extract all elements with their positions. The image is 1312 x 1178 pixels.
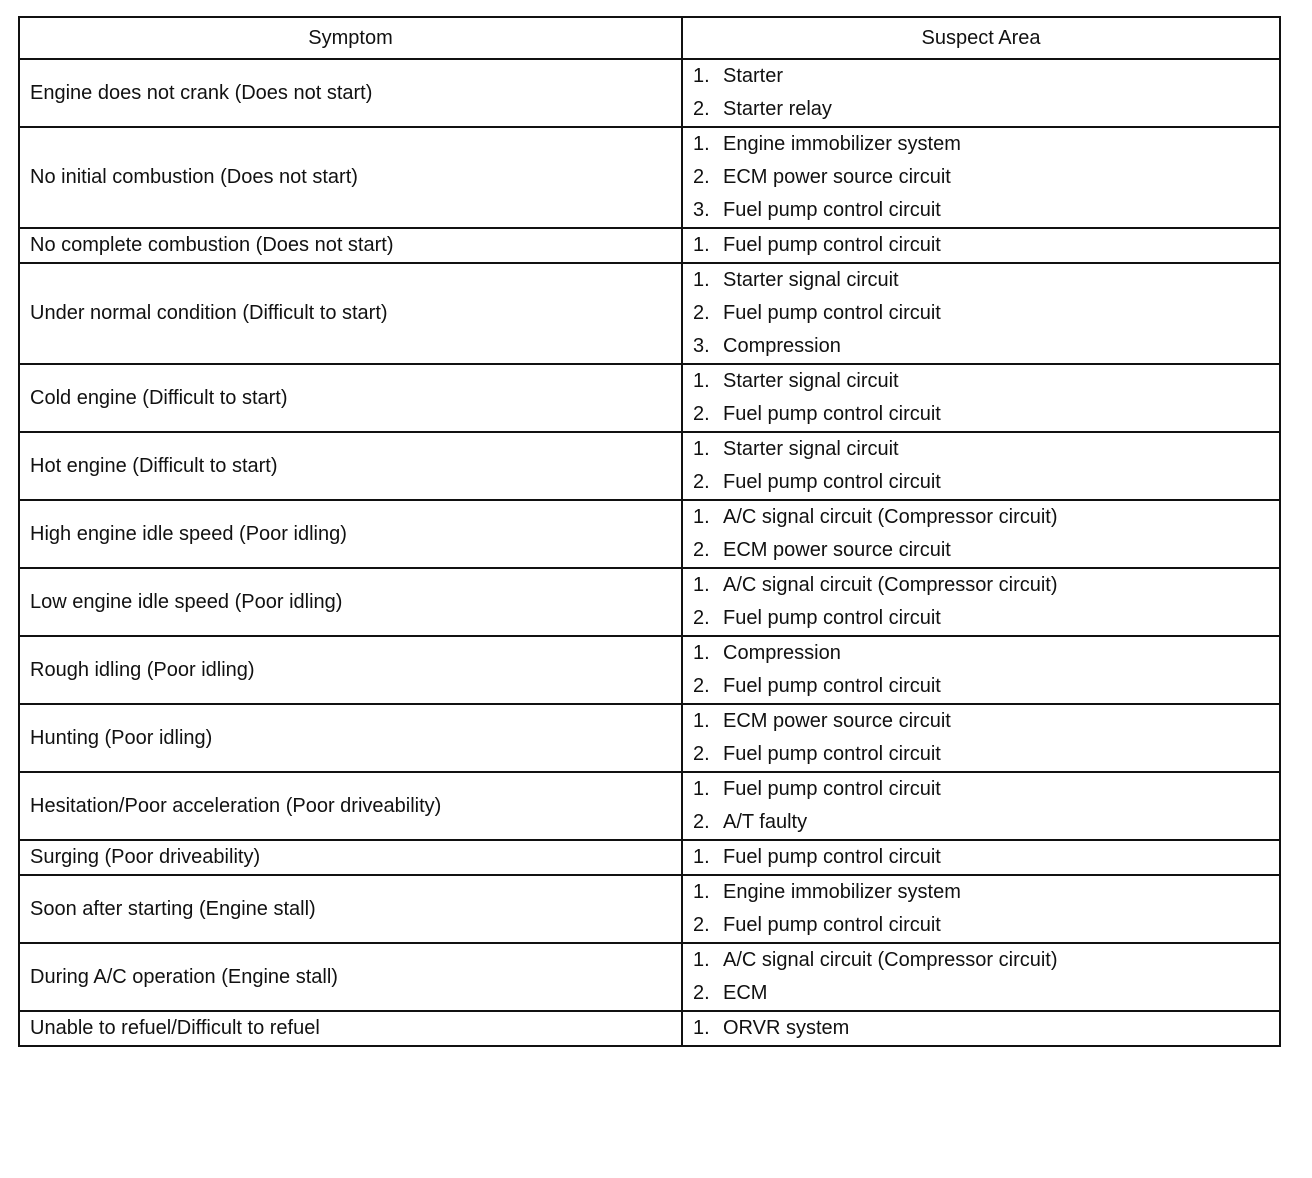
suspect-item-text: ECM bbox=[723, 982, 768, 1004]
suspect-item-text: Starter signal circuit bbox=[723, 438, 899, 460]
suspect-item-text: Starter bbox=[723, 65, 784, 87]
suspect-list bbox=[693, 229, 1279, 262]
suspect-area-cell bbox=[682, 636, 1280, 704]
suspect-item-number: 2. bbox=[693, 302, 710, 324]
suspect-item-number: 1. bbox=[693, 574, 710, 596]
suspect-item bbox=[693, 194, 1279, 227]
symptom-cell: Hesitation/Poor acceleration (Poor driveability) bbox=[19, 772, 682, 840]
symptom-cell: Cold engine (Difficult to start) bbox=[19, 364, 682, 432]
suspect-item bbox=[693, 773, 1279, 806]
suspect-list bbox=[693, 637, 1279, 703]
suspect-item-number: 2. bbox=[693, 675, 710, 697]
suspect-item bbox=[693, 944, 1279, 977]
suspect-item-text: Compression bbox=[723, 642, 841, 664]
suspect-item-number: 2. bbox=[693, 539, 710, 561]
symptom-cell: Engine does not crank (Does not start) bbox=[19, 59, 682, 127]
symptom-table bbox=[18, 16, 1281, 1047]
suspect-item bbox=[693, 977, 1279, 1010]
suspect-item bbox=[693, 705, 1279, 738]
suspect-item-text: Fuel pump control circuit bbox=[723, 199, 941, 221]
suspect-item-text: Compression bbox=[723, 335, 841, 357]
suspect-list bbox=[693, 705, 1279, 771]
suspect-item bbox=[693, 501, 1279, 534]
suspect-item bbox=[693, 161, 1279, 194]
suspect-item-text: ORVR system bbox=[723, 1017, 850, 1039]
suspect-area-cell bbox=[682, 772, 1280, 840]
suspect-list bbox=[693, 60, 1279, 126]
suspect-item-number: 1. bbox=[693, 506, 710, 528]
suspect-item-number: 2. bbox=[693, 166, 710, 188]
table-header-row bbox=[19, 17, 1280, 59]
suspect-item bbox=[693, 330, 1279, 363]
suspect-area-cell bbox=[682, 432, 1280, 500]
table-row bbox=[19, 636, 1280, 704]
suspect-area-cell bbox=[682, 127, 1280, 228]
symptom-cell: Low engine idle speed (Poor idling) bbox=[19, 568, 682, 636]
suspect-item-text: A/C signal circuit (Compressor circuit) bbox=[723, 574, 1058, 596]
suspect-area-cell bbox=[682, 500, 1280, 568]
suspect-item bbox=[693, 264, 1279, 297]
table-row bbox=[19, 228, 1280, 263]
suspect-list bbox=[693, 365, 1279, 431]
suspect-item-text: Fuel pump control circuit bbox=[723, 778, 941, 800]
suspect-item-text: Starter relay bbox=[723, 98, 832, 120]
suspect-item-text: Fuel pump control circuit bbox=[723, 846, 941, 868]
suspect-item bbox=[693, 602, 1279, 635]
symptom-cell: Hot engine (Difficult to start) bbox=[19, 432, 682, 500]
suspect-item-number: 1. bbox=[693, 133, 710, 155]
suspect-item-text: A/T faulty bbox=[723, 811, 808, 833]
suspect-item-text: Fuel pump control circuit bbox=[723, 743, 941, 765]
symptom-cell: Hunting (Poor idling) bbox=[19, 704, 682, 772]
suspect-item bbox=[693, 806, 1279, 839]
suspect-area-cell bbox=[682, 228, 1280, 263]
suspect-item bbox=[693, 569, 1279, 602]
suspect-item-number: 3. bbox=[693, 335, 710, 357]
suspect-item-text: A/C signal circuit (Compressor circuit) bbox=[723, 949, 1058, 971]
suspect-item-number: 2. bbox=[693, 811, 710, 833]
table-row bbox=[19, 704, 1280, 772]
symptom-cell: Rough idling (Poor idling) bbox=[19, 636, 682, 704]
suspect-item-number: 1. bbox=[693, 881, 710, 903]
suspect-item-number: 2. bbox=[693, 98, 710, 120]
suspect-item-text: Fuel pump control circuit bbox=[723, 302, 941, 324]
suspect-item bbox=[693, 841, 1279, 874]
suspect-list bbox=[693, 569, 1279, 635]
table-row bbox=[19, 943, 1280, 1011]
table-row bbox=[19, 772, 1280, 840]
suspect-item bbox=[693, 365, 1279, 398]
suspect-item-text: Starter signal circuit bbox=[723, 269, 899, 291]
table-row bbox=[19, 840, 1280, 875]
table-row bbox=[19, 263, 1280, 364]
table-row bbox=[19, 875, 1280, 943]
suspect-item bbox=[693, 297, 1279, 330]
suspect-item-text: ECM power source circuit bbox=[723, 710, 951, 732]
suspect-item-number: 1. bbox=[693, 710, 710, 732]
symptom-cell: Soon after starting (Engine stall) bbox=[19, 875, 682, 943]
suspect-area-column-header: Suspect Area bbox=[682, 17, 1280, 59]
suspect-item bbox=[693, 466, 1279, 499]
suspect-list bbox=[693, 264, 1279, 363]
table-row bbox=[19, 127, 1280, 228]
symptom-cell: During A/C operation (Engine stall) bbox=[19, 943, 682, 1011]
table-row bbox=[19, 432, 1280, 500]
suspect-item-number: 1. bbox=[693, 234, 710, 256]
suspect-item-number: 1. bbox=[693, 370, 710, 392]
suspect-list bbox=[693, 1012, 1279, 1045]
suspect-item-text: Fuel pump control circuit bbox=[723, 471, 941, 493]
suspect-item bbox=[693, 398, 1279, 431]
suspect-item-number: 1. bbox=[693, 438, 710, 460]
suspect-item-number: 1. bbox=[693, 642, 710, 664]
symptom-cell: High engine idle speed (Poor idling) bbox=[19, 500, 682, 568]
suspect-item bbox=[693, 909, 1279, 942]
suspect-item-number: 3. bbox=[693, 199, 710, 221]
table-row bbox=[19, 568, 1280, 636]
suspect-item-number: 2. bbox=[693, 403, 710, 425]
symptom-cell: Under normal condition (Difficult to start) bbox=[19, 263, 682, 364]
suspect-item bbox=[693, 534, 1279, 567]
suspect-item-number: 1. bbox=[693, 778, 710, 800]
suspect-item-number: 2. bbox=[693, 914, 710, 936]
suspect-area-cell bbox=[682, 568, 1280, 636]
suspect-list bbox=[693, 876, 1279, 942]
suspect-item bbox=[693, 433, 1279, 466]
suspect-item bbox=[693, 229, 1279, 262]
table-row bbox=[19, 59, 1280, 127]
suspect-list bbox=[693, 773, 1279, 839]
suspect-item-number: 1. bbox=[693, 846, 710, 868]
table-row bbox=[19, 364, 1280, 432]
suspect-item bbox=[693, 1012, 1279, 1045]
suspect-item bbox=[693, 128, 1279, 161]
suspect-item-text: Fuel pump control circuit bbox=[723, 234, 941, 256]
suspect-area-cell bbox=[682, 1011, 1280, 1046]
suspect-area-cell bbox=[682, 364, 1280, 432]
suspect-item-number: 2. bbox=[693, 743, 710, 765]
suspect-area-cell bbox=[682, 263, 1280, 364]
suspect-item-text: Fuel pump control circuit bbox=[723, 607, 941, 629]
suspect-list bbox=[693, 128, 1279, 227]
suspect-item-number: 2. bbox=[693, 471, 710, 493]
suspect-item bbox=[693, 637, 1279, 670]
suspect-item-number: 1. bbox=[693, 269, 710, 291]
suspect-area-cell bbox=[682, 840, 1280, 875]
suspect-list bbox=[693, 944, 1279, 1010]
suspect-item-number: 1. bbox=[693, 1017, 710, 1039]
suspect-item-number: 1. bbox=[693, 949, 710, 971]
suspect-item-text: ECM power source circuit bbox=[723, 166, 951, 188]
suspect-item-text: Starter signal circuit bbox=[723, 370, 899, 392]
suspect-area-cell bbox=[682, 59, 1280, 127]
suspect-item bbox=[693, 876, 1279, 909]
suspect-item bbox=[693, 93, 1279, 126]
suspect-item bbox=[693, 738, 1279, 771]
table-row bbox=[19, 500, 1280, 568]
suspect-list bbox=[693, 501, 1279, 567]
suspect-area-cell bbox=[682, 704, 1280, 772]
symptom-cell: Surging (Poor driveability) bbox=[19, 840, 682, 875]
symptom-cell: No complete combustion (Does not start) bbox=[19, 228, 682, 263]
symptom-cell: Unable to refuel/Difficult to refuel bbox=[19, 1011, 682, 1046]
suspect-list bbox=[693, 433, 1279, 499]
suspect-item-text: A/C signal circuit (Compressor circuit) bbox=[723, 506, 1058, 528]
symptom-column-header: Symptom bbox=[19, 17, 682, 59]
suspect-item-text: ECM power source circuit bbox=[723, 539, 951, 561]
table-row bbox=[19, 1011, 1280, 1046]
suspect-item-number: 2. bbox=[693, 982, 710, 1004]
suspect-item-text: Engine immobilizer system bbox=[723, 133, 961, 155]
suspect-item-text: Engine immobilizer system bbox=[723, 881, 961, 903]
suspect-item-text: Fuel pump control circuit bbox=[723, 675, 941, 697]
suspect-item-text: Fuel pump control circuit bbox=[723, 403, 941, 425]
suspect-item-number: 1. bbox=[693, 65, 710, 87]
suspect-item bbox=[693, 670, 1279, 703]
symptom-cell: No initial combustion (Does not start) bbox=[19, 127, 682, 228]
suspect-item bbox=[693, 60, 1279, 93]
suspect-item-text: Fuel pump control circuit bbox=[723, 914, 941, 936]
suspect-list bbox=[693, 841, 1279, 874]
table-body bbox=[19, 59, 1280, 1046]
suspect-item-number: 2. bbox=[693, 607, 710, 629]
suspect-area-cell bbox=[682, 875, 1280, 943]
suspect-area-cell bbox=[682, 943, 1280, 1011]
